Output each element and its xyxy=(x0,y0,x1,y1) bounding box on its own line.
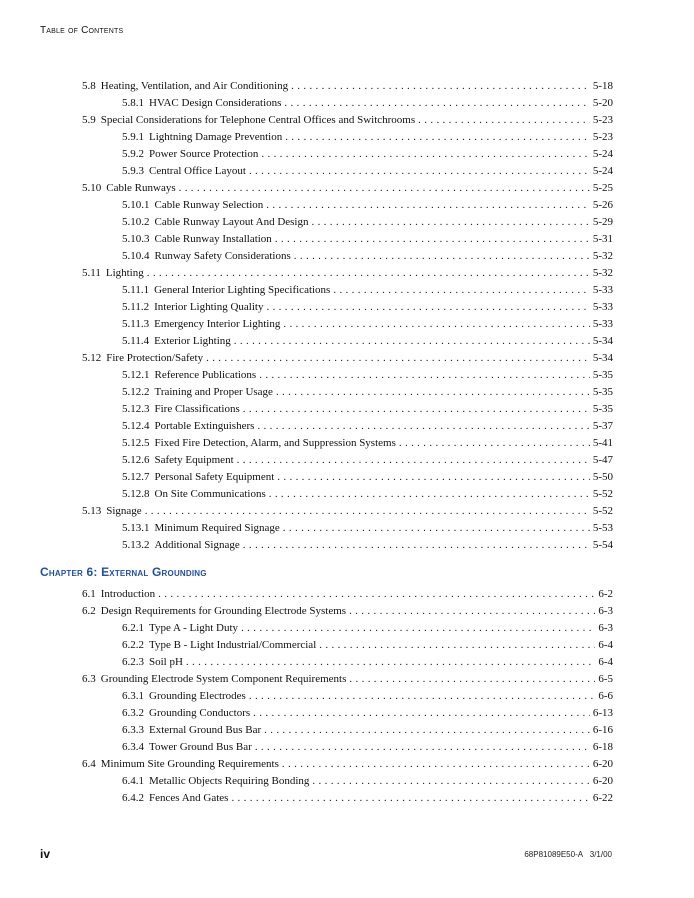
toc-entry-title xyxy=(122,538,240,553)
toc-entry-number: 5.10.2 xyxy=(122,216,150,228)
toc-entry-number: 6.4.2 xyxy=(122,792,144,804)
toc-entry-title xyxy=(122,723,261,738)
toc-entry-number: 5.12 xyxy=(82,352,102,364)
toc-entry-page: 5-33 xyxy=(592,284,613,296)
toc-entry[interactable] xyxy=(122,96,613,111)
toc-entry-page: 5-35 xyxy=(592,386,613,398)
dot-leader xyxy=(249,689,595,704)
toc-entry[interactable] xyxy=(82,604,613,619)
toc-entry-page: 5-33 xyxy=(592,301,613,313)
toc-entry-text: Heating, Ventilation, and Air Conditioning xyxy=(100,80,289,92)
toc-entry-title xyxy=(82,266,144,281)
toc-entry-page: 5-33 xyxy=(592,318,613,330)
dot-leader xyxy=(186,655,595,670)
footer-page-number: iv xyxy=(40,847,51,861)
dot-leader xyxy=(266,300,589,315)
dot-leader xyxy=(255,740,590,755)
toc-entry-title xyxy=(122,317,280,332)
toc-entry[interactable] xyxy=(82,757,613,772)
toc-entry-number: 5.12.4 xyxy=(122,420,150,432)
dot-leader xyxy=(234,334,590,349)
chapter-heading[interactable]: Chapter 6: External Grounding xyxy=(40,565,207,579)
dot-leader xyxy=(237,453,590,468)
dot-leader xyxy=(349,604,595,619)
toc-entry-text: Introduction xyxy=(100,588,156,600)
toc-entry-page: 6-22 xyxy=(592,792,613,804)
footer-date: 3/1/00 xyxy=(589,850,612,859)
toc-entry-text: Type A - Light Duty xyxy=(149,622,239,634)
toc-entry-number: 5.8.1 xyxy=(122,97,144,109)
toc-entry-page: 5-24 xyxy=(592,148,613,160)
toc-entry-title xyxy=(122,740,252,755)
running-head: Table of Contents xyxy=(40,25,124,36)
toc-entry-number: 5.10.1 xyxy=(122,199,150,211)
dot-leader xyxy=(253,706,590,721)
toc-entry-text: Grounding Conductors xyxy=(149,707,251,719)
toc-entry-page: 6-2 xyxy=(598,588,613,600)
toc-entry[interactable] xyxy=(122,453,613,468)
toc-entry-text: Lighting xyxy=(105,267,144,279)
dot-leader xyxy=(282,757,590,772)
toc-entry-title xyxy=(122,621,238,636)
toc-entry-number: 5.8 xyxy=(82,80,96,92)
toc-entry-text: Reference Publications xyxy=(154,369,257,381)
dot-leader xyxy=(275,232,590,247)
toc-entry[interactable] xyxy=(122,638,613,653)
dot-leader xyxy=(269,487,590,502)
toc-entry-page: 5-31 xyxy=(592,233,613,245)
toc-entry-text: Type B - Light Industrial/Commercial xyxy=(149,639,317,651)
toc-entry-text: Exterior Lighting xyxy=(154,335,231,347)
toc-entry-title xyxy=(122,436,396,451)
toc-entry[interactable] xyxy=(122,419,613,434)
toc-entry-title xyxy=(122,96,281,111)
toc-entry-number: 5.13 xyxy=(82,505,102,517)
toc-entry[interactable] xyxy=(122,147,613,162)
toc-entry-text: Cable Runway Installation xyxy=(154,233,272,245)
dot-leader xyxy=(291,79,590,94)
toc-entry-page: 5-52 xyxy=(592,488,613,500)
toc-entry-page: 5-50 xyxy=(592,471,613,483)
dot-leader xyxy=(257,419,589,434)
toc-entry-title xyxy=(122,164,246,179)
dot-leader xyxy=(243,402,590,417)
dot-leader xyxy=(277,470,590,485)
toc-entry-title xyxy=(82,113,415,128)
toc-entry-title xyxy=(122,215,308,230)
toc-entry-title xyxy=(122,689,246,704)
toc-entry-page: 6-20 xyxy=(592,758,613,770)
dot-leader xyxy=(333,283,589,298)
toc-entry-text: Fences And Gates xyxy=(149,792,229,804)
toc-entry-number: 6.3 xyxy=(82,673,96,685)
toc-entry-title xyxy=(122,385,273,400)
dot-leader xyxy=(284,96,589,111)
toc-entry-number: 5.11.2 xyxy=(122,301,150,313)
toc-entry-page: 5-20 xyxy=(592,97,613,109)
toc-entry-text: Signage xyxy=(106,505,142,517)
toc-entry-page: 6-4 xyxy=(598,656,613,668)
toc-entry-page: 6-3 xyxy=(598,605,613,617)
toc-entry-text: Metallic Objects Requiring Bonding xyxy=(149,775,310,787)
toc-entry-text: Grounding Electrode System Component Requirements xyxy=(100,673,347,685)
toc-entry-number: 5.9.3 xyxy=(122,165,144,177)
toc-entry-number: 5.9 xyxy=(82,114,96,126)
dot-leader xyxy=(399,436,590,451)
toc-entry[interactable] xyxy=(122,487,613,502)
toc-entry-number: 5.10.3 xyxy=(122,233,150,245)
toc-entry[interactable] xyxy=(122,791,613,806)
toc-entry-title xyxy=(82,672,346,687)
toc-entry-page: 5-41 xyxy=(592,437,613,449)
toc-entry-title xyxy=(122,232,272,247)
toc-entry-number: 6.2.2 xyxy=(122,639,144,651)
toc-entry[interactable] xyxy=(122,368,613,383)
toc-entry-number: 5.12.7 xyxy=(122,471,150,483)
toc-entry-text: Interior Lighting Quality xyxy=(154,301,264,313)
toc-entry-title xyxy=(122,419,254,434)
dot-leader xyxy=(266,198,590,213)
dot-leader xyxy=(418,113,590,128)
toc-entry-number: 6.2.1 xyxy=(122,622,144,634)
toc-entry-title xyxy=(82,504,142,519)
toc-entry-number: 5.13.1 xyxy=(122,522,150,534)
toc-entry-text: Cable Runway Layout And Design xyxy=(154,216,309,228)
toc-entry-page: 6-16 xyxy=(592,724,613,736)
dot-leader xyxy=(259,368,590,383)
toc-entry[interactable] xyxy=(122,164,613,179)
toc-entry-number: 6.3.2 xyxy=(122,707,144,719)
toc-entry-text: Lightning Damage Prevention xyxy=(149,131,283,143)
dot-leader xyxy=(241,621,595,636)
toc-entry-number: 5.9.1 xyxy=(122,131,144,143)
dot-leader xyxy=(179,181,590,196)
toc-entry-title xyxy=(122,283,330,298)
dot-leader xyxy=(294,249,590,264)
toc-entry[interactable] xyxy=(122,655,613,670)
toc-entry[interactable] xyxy=(122,215,613,230)
toc-entry-text: Training and Proper Usage xyxy=(154,386,273,398)
toc-entry-page: 5-52 xyxy=(592,505,613,517)
toc-entry-text: Design Requirements for Grounding Electrode Systems xyxy=(100,605,347,617)
dot-leader xyxy=(276,385,590,400)
toc-entry-page: 6-3 xyxy=(598,622,613,634)
toc-entry-page: 5-35 xyxy=(592,403,613,415)
toc-entry-title xyxy=(122,774,309,789)
toc-entry-title xyxy=(82,181,176,196)
toc-entry-title xyxy=(122,470,274,485)
toc-entry-text: Central Office Layout xyxy=(149,165,246,177)
toc-entry[interactable] xyxy=(82,672,613,687)
toc-entry-title xyxy=(122,130,282,145)
toc-entry-page: 5-23 xyxy=(592,131,613,143)
toc-entry[interactable] xyxy=(82,181,613,196)
toc-entry-page: 6-18 xyxy=(592,741,613,753)
toc-entry-page: 5-18 xyxy=(592,80,613,92)
toc-entry-title xyxy=(122,198,263,213)
dot-leader xyxy=(349,672,595,687)
toc-entry-number: 5.11.4 xyxy=(122,335,150,347)
dot-leader xyxy=(145,504,590,519)
toc-entry[interactable] xyxy=(122,521,613,536)
dot-leader xyxy=(285,130,590,145)
toc-entry-text: Minimum Required Signage xyxy=(154,522,280,534)
toc-entry-text: Runway Safety Considerations xyxy=(154,250,291,262)
toc-entry-text: External Ground Bus Bar xyxy=(149,724,262,736)
toc-entry-page: 6-20 xyxy=(592,775,613,787)
toc-entry-title xyxy=(122,487,266,502)
toc-entry-title xyxy=(122,402,240,417)
toc-entry[interactable] xyxy=(122,723,613,738)
toc-entry-number: 5.12.2 xyxy=(122,386,150,398)
toc-entry-text: Special Considerations for Telephone Central Offices and Switchrooms xyxy=(100,114,416,126)
toc-entry[interactable] xyxy=(82,266,613,281)
toc-entry[interactable] xyxy=(122,198,613,213)
dot-leader xyxy=(264,723,590,738)
toc-entry-text: General Interior Lighting Specifications xyxy=(154,284,331,296)
dot-leader xyxy=(311,215,589,230)
toc-entry[interactable] xyxy=(122,317,613,332)
toc-entry-title xyxy=(82,351,203,366)
toc-entry-title xyxy=(122,334,231,349)
toc-entry-text: Fire Classifications xyxy=(154,403,240,415)
toc-entry[interactable] xyxy=(122,689,613,704)
dot-leader xyxy=(243,538,590,553)
toc-entry-text: Fire Protection/Safety xyxy=(106,352,204,364)
toc-entry-number: 6.3.4 xyxy=(122,741,144,753)
toc-entry-number: 5.11.1 xyxy=(122,284,150,296)
toc-entry-text: Power Source Protection xyxy=(149,148,259,160)
toc-entry-text: Soil pH xyxy=(149,656,183,668)
toc-entry-page: 5-54 xyxy=(592,539,613,551)
dot-leader xyxy=(206,351,590,366)
toc-entry-text: Tower Ground Bus Bar xyxy=(149,741,252,753)
toc-entry-number: 5.10.4 xyxy=(122,250,150,262)
toc-entry[interactable] xyxy=(122,300,613,315)
toc-entry[interactable] xyxy=(122,402,613,417)
toc-entry-text: Safety Equipment xyxy=(154,454,234,466)
toc-entry[interactable] xyxy=(122,706,613,721)
toc-entry-text: Additional Signage xyxy=(154,539,240,551)
toc-entry[interactable] xyxy=(122,470,613,485)
toc-entry-number: 6.2.3 xyxy=(122,656,144,668)
toc-entry-number: 6.2 xyxy=(82,605,96,617)
toc-entry-title xyxy=(122,655,183,670)
toc-entry-title xyxy=(122,147,258,162)
toc-entry-number: 6.4 xyxy=(82,758,96,770)
toc-entry-page: 5-32 xyxy=(592,267,613,279)
toc-entry[interactable] xyxy=(122,740,613,755)
toc-entry-text: Cable Runways xyxy=(106,182,176,194)
toc-entry-title xyxy=(122,249,291,264)
toc-entry-title xyxy=(82,604,346,619)
toc-entry[interactable] xyxy=(122,283,613,298)
toc-entry-text: Cable Runway Selection xyxy=(154,199,264,211)
toc-entry-text: Personal Safety Equipment xyxy=(154,471,275,483)
toc-entry[interactable] xyxy=(82,79,613,94)
toc-entry-number: 6.1 xyxy=(82,588,96,600)
dot-leader xyxy=(261,147,589,162)
toc-entry-text: Emergency Interior Lighting xyxy=(154,318,281,330)
toc-entry-page: 5-35 xyxy=(592,369,613,381)
toc-entry-number: 5.12.1 xyxy=(122,369,150,381)
toc-entry-page: 5-53 xyxy=(592,522,613,534)
toc-entry-page: 6-5 xyxy=(598,673,613,685)
toc-entry[interactable] xyxy=(122,774,613,789)
toc-entry-title xyxy=(122,453,234,468)
toc-entry-text: On Site Communications xyxy=(154,488,266,500)
toc-entry-text: Fixed Fire Detection, Alarm, and Suppression Systems xyxy=(154,437,396,449)
toc-entry[interactable] xyxy=(122,385,613,400)
dot-leader xyxy=(147,266,590,281)
toc-entry-page: 5-37 xyxy=(592,420,613,432)
toc-entry-title xyxy=(122,300,263,315)
toc-entry-number: 5.11 xyxy=(82,267,101,279)
toc-entry-number: 5.12.8 xyxy=(122,488,150,500)
toc-entry[interactable] xyxy=(122,232,613,247)
toc-entry-page: 5-25 xyxy=(592,182,613,194)
toc-entry-number: 6.3.1 xyxy=(122,690,144,702)
toc-entry-number: 5.13.2 xyxy=(122,539,150,551)
toc-entry-text: Portable Extinguishers xyxy=(154,420,255,432)
toc-entry-title xyxy=(122,791,228,806)
dot-leader xyxy=(319,638,595,653)
toc-entry[interactable] xyxy=(122,436,613,451)
toc-entry[interactable] xyxy=(82,113,613,128)
toc-entry-number: 6.3.3 xyxy=(122,724,144,736)
toc-entry-title xyxy=(122,638,316,653)
dot-leader xyxy=(158,587,595,602)
toc-entry-number: 5.11.3 xyxy=(122,318,150,330)
toc-entry[interactable] xyxy=(82,504,613,519)
toc-entry-page: 6-13 xyxy=(592,707,613,719)
toc-entry-page: 5-29 xyxy=(592,216,613,228)
toc-entry-page: 5-32 xyxy=(592,250,613,262)
toc-entry[interactable] xyxy=(122,538,613,553)
toc-entry-title xyxy=(122,706,250,721)
toc-entry-number: 6.4.1 xyxy=(122,775,144,787)
toc-entry-number: 5.12.5 xyxy=(122,437,150,449)
dot-leader xyxy=(231,791,589,806)
footer-doc-info xyxy=(524,850,612,859)
toc-entry-page: 6-4 xyxy=(598,639,613,651)
toc-entry-number: 5.12.3 xyxy=(122,403,150,415)
toc-entry-number: 5.10 xyxy=(82,182,102,194)
toc-entry[interactable] xyxy=(122,130,613,145)
toc-entry-text: Minimum Site Grounding Requirements xyxy=(100,758,279,770)
toc-entry-number: 5.9.2 xyxy=(122,148,144,160)
dot-leader xyxy=(312,774,589,789)
toc-entry[interactable] xyxy=(122,334,613,349)
toc-entry-page: 5-34 xyxy=(592,335,613,347)
footer-doc-id: 68P81089E50-A xyxy=(524,850,584,859)
toc-entry-title xyxy=(122,368,256,383)
toc-entry-page: 5-26 xyxy=(592,199,613,211)
toc-entry-number: 5.12.6 xyxy=(122,454,150,466)
toc-entry-page: 5-23 xyxy=(592,114,613,126)
toc-entry-page: 5-47 xyxy=(592,454,613,466)
dot-leader xyxy=(283,317,589,332)
toc-entry-text: Grounding Electrodes xyxy=(149,690,246,702)
toc-entry-title xyxy=(82,757,279,772)
toc-entry-text: HVAC Design Considerations xyxy=(149,97,282,109)
dot-leader xyxy=(283,521,590,536)
toc-entry[interactable] xyxy=(122,249,613,264)
toc-entry-title xyxy=(82,79,288,94)
toc-entry[interactable] xyxy=(82,587,613,602)
toc-entry-title xyxy=(82,587,155,602)
toc-entry-title xyxy=(122,521,280,536)
toc-entry-page: 6-6 xyxy=(598,690,613,702)
dot-leader xyxy=(249,164,590,179)
toc-entry-page: 5-24 xyxy=(592,165,613,177)
toc-entry[interactable] xyxy=(122,621,613,636)
toc-entry-page: 5-34 xyxy=(592,352,613,364)
toc-entry[interactable] xyxy=(82,351,613,366)
